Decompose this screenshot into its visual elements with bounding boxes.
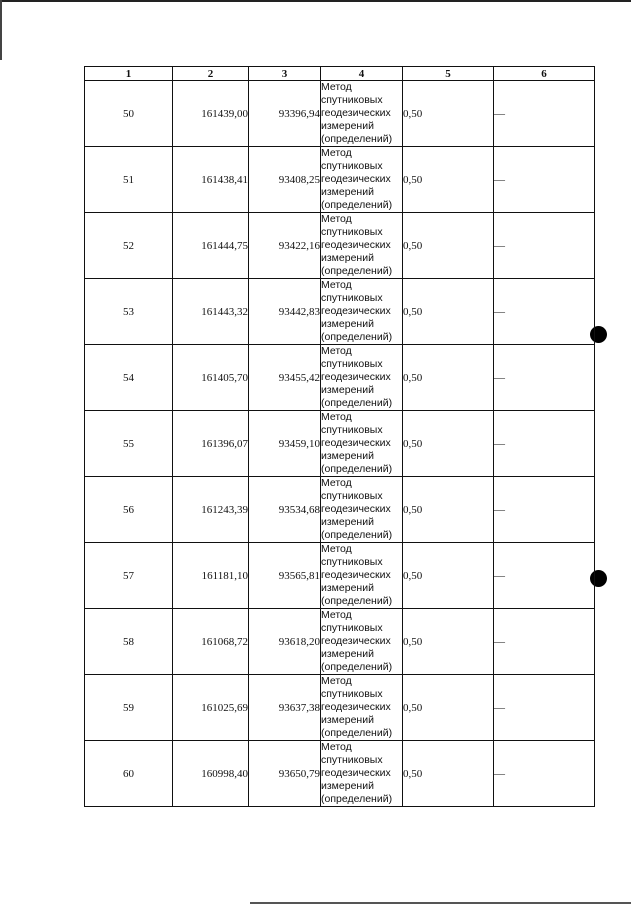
accuracy-cell: 0,50 <box>403 675 494 741</box>
method-line: (определений) <box>321 727 393 739</box>
method-line: геодезических <box>321 107 391 119</box>
accuracy-cell: 0,50 <box>403 477 494 543</box>
accuracy-cell: 0,50 <box>403 609 494 675</box>
method-line: (определений) <box>321 133 393 145</box>
method-cell <box>321 147 403 213</box>
method-cell <box>321 675 403 741</box>
method-line: геодезических <box>321 305 391 317</box>
note-cell: — <box>494 345 595 411</box>
method-line: (определений) <box>321 331 393 343</box>
method-line: Метод <box>321 213 352 225</box>
method-line: измерений <box>321 582 374 594</box>
note-cell: — <box>494 213 595 279</box>
method-line: спутниковых <box>321 622 383 634</box>
method-line: Метод <box>321 279 352 291</box>
point-number-cell: 55 <box>85 411 173 477</box>
accuracy-cell: 0,50 <box>403 345 494 411</box>
table-row <box>85 213 595 279</box>
x-coordinate-cell: 161243,39 <box>173 477 249 543</box>
method-line: измерений <box>321 384 374 396</box>
point-number-cell: 53 <box>85 279 173 345</box>
y-coordinate-cell: 93442,83 <box>249 279 321 345</box>
method-line: Метод <box>321 147 352 159</box>
method-line: Метод <box>321 81 352 93</box>
table-row <box>85 675 595 741</box>
method-line: (определений) <box>321 463 393 475</box>
column-header: 4 <box>321 67 403 81</box>
method-line: спутниковых <box>321 688 383 700</box>
table-row <box>85 411 595 477</box>
x-coordinate-cell: 161444,75 <box>173 213 249 279</box>
x-coordinate-cell: 160998,40 <box>173 741 249 807</box>
method-line: спутниковых <box>321 292 383 304</box>
table-row <box>85 279 595 345</box>
point-number-cell: 58 <box>85 609 173 675</box>
method-line: геодезических <box>321 767 391 779</box>
y-coordinate-cell: 93565,81 <box>249 543 321 609</box>
method-line: измерений <box>321 516 374 528</box>
note-cell: — <box>494 411 595 477</box>
accuracy-cell: 0,50 <box>403 543 494 609</box>
point-number-cell: 51 <box>85 147 173 213</box>
method-line: геодезических <box>321 503 391 515</box>
method-line: спутниковых <box>321 556 383 568</box>
method-line: Метод <box>321 543 352 555</box>
method-line: (определений) <box>321 793 393 805</box>
point-number-cell: 52 <box>85 213 173 279</box>
accuracy-cell: 0,50 <box>403 213 494 279</box>
method-line: (определений) <box>321 661 393 673</box>
y-coordinate-cell: 93459,10 <box>249 411 321 477</box>
method-line: измерений <box>321 780 374 792</box>
method-line: спутниковых <box>321 490 383 502</box>
point-number-cell: 54 <box>85 345 173 411</box>
table-row <box>85 345 595 411</box>
scan-left-edge <box>0 0 2 60</box>
method-line: спутниковых <box>321 424 383 436</box>
note-cell: — <box>494 147 595 213</box>
method-line: спутниковых <box>321 754 383 766</box>
y-coordinate-cell: 93396,94 <box>249 81 321 147</box>
column-header: 2 <box>173 67 249 81</box>
method-line: Метод <box>321 411 352 423</box>
method-line: геодезических <box>321 635 391 647</box>
x-coordinate-cell: 161438,41 <box>173 147 249 213</box>
method-line: измерений <box>321 186 374 198</box>
method-line: геодезических <box>321 371 391 383</box>
method-line: (определений) <box>321 199 393 211</box>
table-row <box>85 543 595 609</box>
note-cell: — <box>494 477 595 543</box>
table-row <box>85 609 595 675</box>
x-coordinate-cell: 161025,69 <box>173 675 249 741</box>
method-line: Метод <box>321 477 352 489</box>
y-coordinate-cell: 93637,38 <box>249 675 321 741</box>
y-coordinate-cell: 93618,20 <box>249 609 321 675</box>
method-cell <box>321 411 403 477</box>
method-line: геодезических <box>321 701 391 713</box>
coordinates-table <box>84 66 595 807</box>
point-number-cell: 50 <box>85 81 173 147</box>
method-line: спутниковых <box>321 358 383 370</box>
method-line: геодезических <box>321 437 391 449</box>
method-line: (определений) <box>321 529 393 541</box>
method-line: геодезических <box>321 173 391 185</box>
note-cell: — <box>494 543 595 609</box>
x-coordinate-cell: 161439,00 <box>173 81 249 147</box>
column-header: 1 <box>85 67 173 81</box>
method-cell <box>321 345 403 411</box>
x-coordinate-cell: 161405,70 <box>173 345 249 411</box>
method-line: измерений <box>321 450 374 462</box>
column-header: 5 <box>403 67 494 81</box>
scan-bottom-edge <box>250 902 631 904</box>
x-coordinate-cell: 161396,07 <box>173 411 249 477</box>
note-cell: — <box>494 675 595 741</box>
method-line: спутниковых <box>321 160 383 172</box>
table-row <box>85 477 595 543</box>
accuracy-cell: 0,50 <box>403 81 494 147</box>
method-cell <box>321 609 403 675</box>
accuracy-cell: 0,50 <box>403 147 494 213</box>
note-cell: — <box>494 279 595 345</box>
method-line: измерений <box>321 714 374 726</box>
y-coordinate-cell: 93422,16 <box>249 213 321 279</box>
method-line: измерений <box>321 318 374 330</box>
method-cell <box>321 213 403 279</box>
method-line: измерений <box>321 648 374 660</box>
method-cell <box>321 81 403 147</box>
table-header-row <box>85 67 595 81</box>
point-number-cell: 56 <box>85 477 173 543</box>
method-cell <box>321 741 403 807</box>
method-line: Метод <box>321 345 352 357</box>
y-coordinate-cell: 93534,68 <box>249 477 321 543</box>
column-header: 6 <box>494 67 595 81</box>
y-coordinate-cell: 93650,79 <box>249 741 321 807</box>
method-line: геодезических <box>321 569 391 581</box>
point-number-cell: 57 <box>85 543 173 609</box>
table-row <box>85 147 595 213</box>
method-line: (определений) <box>321 595 393 607</box>
table-row <box>85 81 595 147</box>
method-line: Метод <box>321 741 352 753</box>
method-line: геодезических <box>321 239 391 251</box>
note-cell: — <box>494 741 595 807</box>
method-line: Метод <box>321 675 352 687</box>
method-line: спутниковых <box>321 226 383 238</box>
method-cell <box>321 279 403 345</box>
point-number-cell: 59 <box>85 675 173 741</box>
accuracy-cell: 0,50 <box>403 279 494 345</box>
column-header: 3 <box>249 67 321 81</box>
method-line: (определений) <box>321 265 393 277</box>
x-coordinate-cell: 161181,10 <box>173 543 249 609</box>
accuracy-cell: 0,50 <box>403 411 494 477</box>
y-coordinate-cell: 93455,42 <box>249 345 321 411</box>
scan-top-edge <box>0 0 631 2</box>
x-coordinate-cell: 161443,32 <box>173 279 249 345</box>
table-row <box>85 741 595 807</box>
note-cell: — <box>494 81 595 147</box>
method-line: (определений) <box>321 397 393 409</box>
accuracy-cell: 0,50 <box>403 741 494 807</box>
point-number-cell: 60 <box>85 741 173 807</box>
method-line: измерений <box>321 120 374 132</box>
y-coordinate-cell: 93408,25 <box>249 147 321 213</box>
x-coordinate-cell: 161068,72 <box>173 609 249 675</box>
method-cell <box>321 543 403 609</box>
method-line: спутниковых <box>321 94 383 106</box>
method-line: измерений <box>321 252 374 264</box>
method-line: Метод <box>321 609 352 621</box>
note-cell: — <box>494 609 595 675</box>
method-cell <box>321 477 403 543</box>
